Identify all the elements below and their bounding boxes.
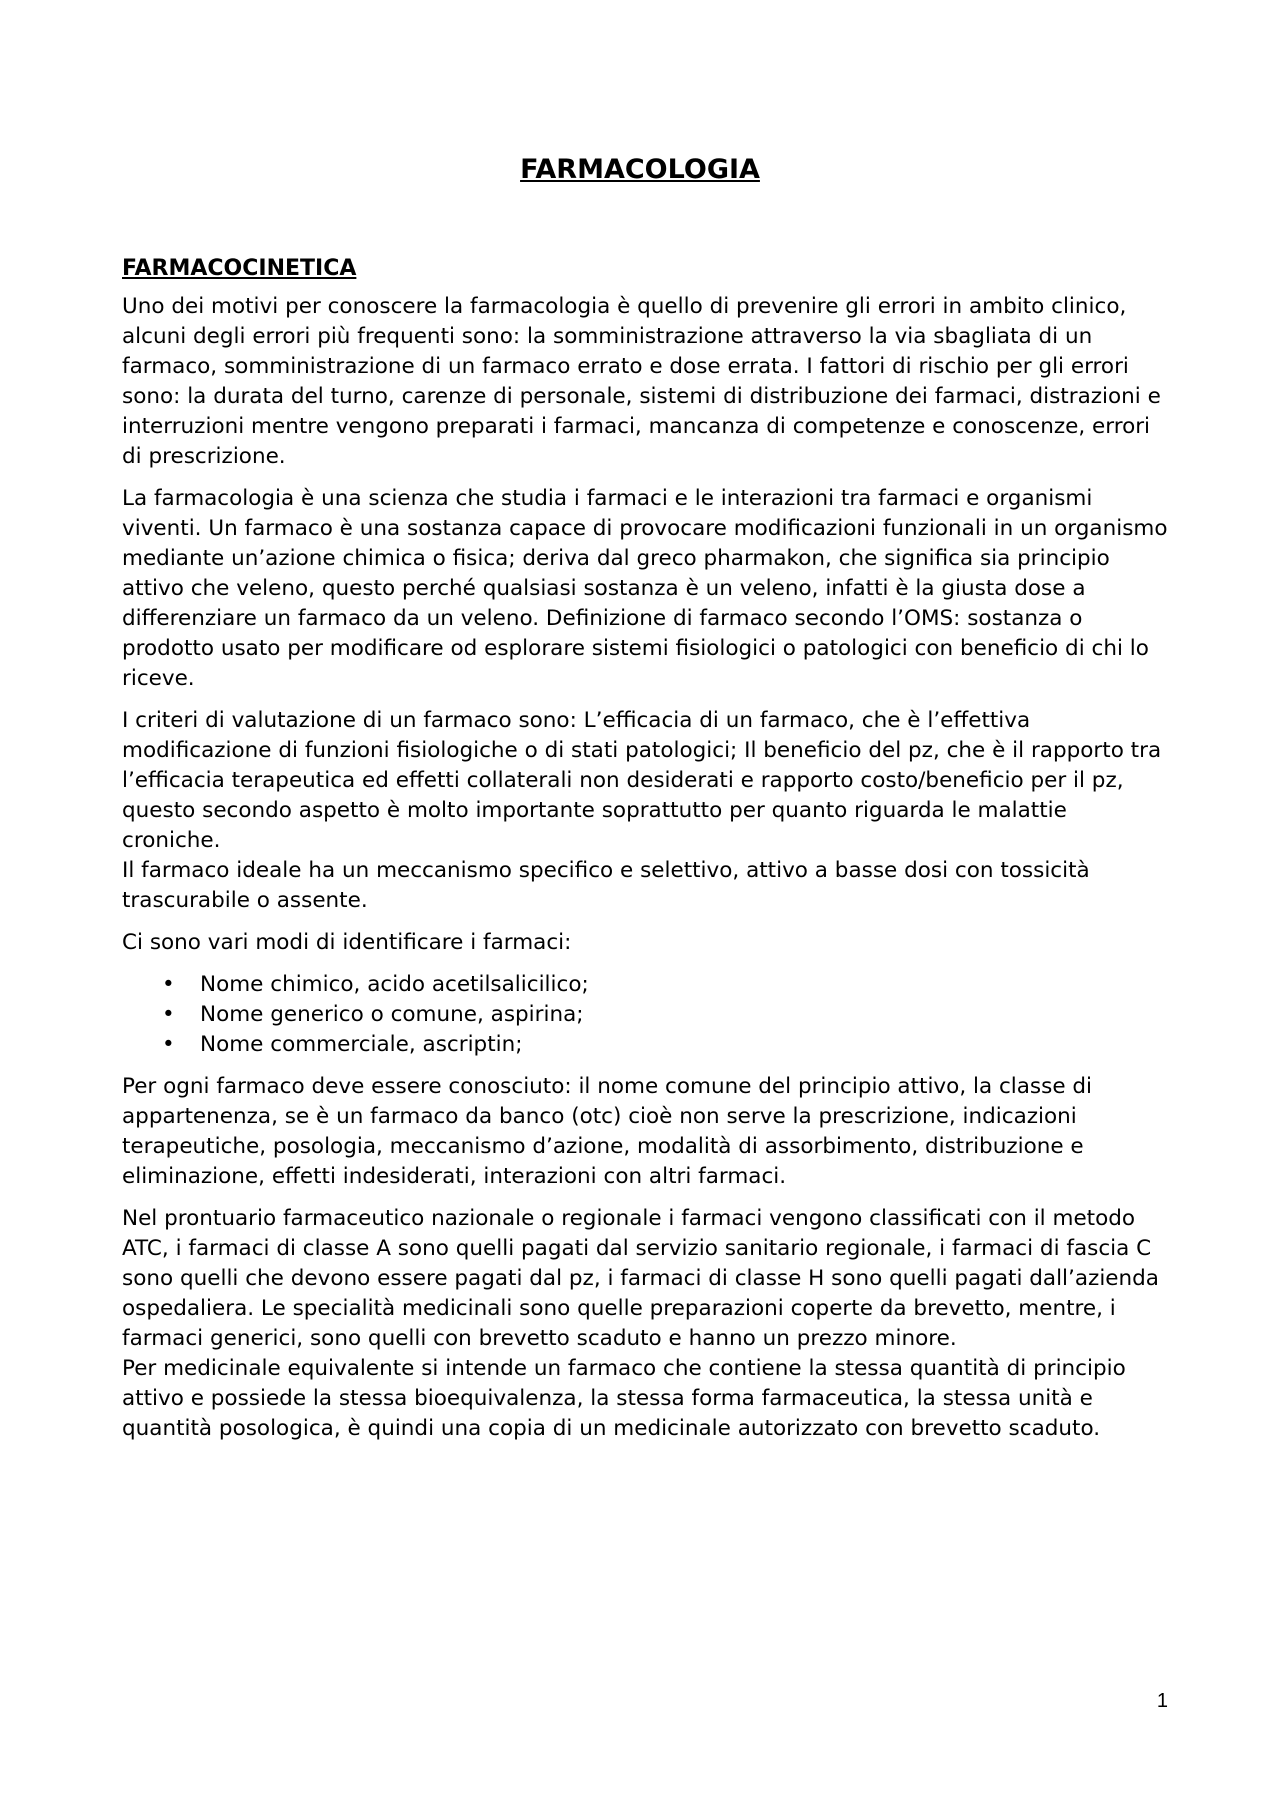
identification-list: [122, 970, 1172, 1060]
paragraph-required-knowledge: Per ogni farmaco deve essere conosciuto: il nome comune del principio attivo, la classe di appartenenza, se è un farmaco da banco (otc) cioè non serve la prescrizione, indicazioni terapeutiche, posologia, meccanismo d’azione, modalità di assorbimento, distribuzione e eliminazione, effetti indesiderati, interazioni con altri farmaci.: [122, 1074, 1093, 1189]
document-body: [122, 252, 1172, 1456]
bullet-icon: •: [162, 1002, 175, 1027]
list-item: [122, 1030, 1172, 1060]
section-heading: FARMACOCINETICA: [122, 256, 357, 281]
bullet-icon: •: [162, 972, 175, 997]
paragraph-ideal-drug: Il farmaco ideale ha un meccanismo specifico e selettivo, attivo a basse dosi con tossicità trascurabile o assente.: [122, 858, 1090, 913]
paragraph-equivalent: Per medicinale equivalente si intende un farmaco che contiene la stessa quantità di principio attivo e possiede la stessa bioequivalenza, la stessa forma farmaceutica, la stessa unità e quantità posologica, è quindi una copia di un medicinale autorizzato con brevetto scaduto.: [122, 1356, 1126, 1441]
paragraph-prontuario: Nel prontuario farmaceutico nazionale o regionale i farmaci vengono classificati con il metodo ATC, i farmaci di classe A sono quelli pagati dal servizio sanitario regionale, i farmaci di fascia C sono quelli che devono essere pagati dal pz, i farmaci di classe H sono quelli pagati dall’azienda ospedaliera. Le specialità medicinali sono quelle preparazioni coperte da brevetto, mentre, i farmaci generici, sono quelli con brevetto scaduto e hanno un prezzo minore.: [122, 1206, 1159, 1351]
list-item-text: Nome chimico, acido acetilsalicilico;: [200, 972, 589, 997]
paragraph-identification-intro: Ci sono vari modi di identificare i farmaci:: [122, 930, 572, 955]
paragraph-definition: La farmacologia è una scienza che studia i farmaci e le interazioni tra farmaci e organismi viventi. Un farmaco è una sostanza capace di provocare modificazioni funzionali in un organismo mediante un’azione chimica o fisica; deriva dal greco pharmakon, che significa sia principio attivo che veleno, questo perché qualsiasi sostanza è un veleno, infatti è la giusta dose a differenziare un farmaco da un veleno. Definizione di farmaco secondo l’OMS: sostanza o prodotto usato per modificare od esplorare sistemi fisiologici o patologici con beneficio di chi lo riceve.: [122, 486, 1168, 691]
page-number: 1: [1156, 1690, 1168, 1712]
paragraph-criteria: I criteri di valutazione di un farmaco sono: L’efficacia di un farmaco, che è l’effettiva modificazione di funzioni fisiologiche o di stati patologici; Il beneficio del pz, che è il rapporto tra l’efficacia terapeutica ed effetti collaterali non desiderati e rapporto costo/beneficio per il pz, questo secondo aspetto è molto importante soprattutto per quanto riguarda le malattie croniche.: [122, 708, 1162, 853]
paragraph-errors: Uno dei motivi per conoscere la farmacologia è quello di prevenire gli errori in ambito clinico, alcuni degli errori più frequenti sono: la somministrazione attraverso la via sbagliata di un farmaco, somministrazione di un farmaco errato e dose errata. I fattori di rischio per gli errori sono: la durata del turno, carenze di personale, sistemi di distribuzione dei farmaci, distrazioni e interruzioni mentre vengono preparati i farmaci, mancanza di competenze e conoscenze, errori di prescrizione.: [122, 294, 1161, 469]
list-item-text: Nome generico o comune, aspirina;: [200, 1002, 584, 1027]
bullet-icon: •: [162, 1032, 175, 1057]
list-item: [122, 1000, 1172, 1030]
page-title: FARMACOLOGIA: [520, 154, 760, 185]
list-item: [122, 970, 1172, 1000]
list-item-text: Nome commerciale, ascriptin;: [200, 1032, 523, 1057]
